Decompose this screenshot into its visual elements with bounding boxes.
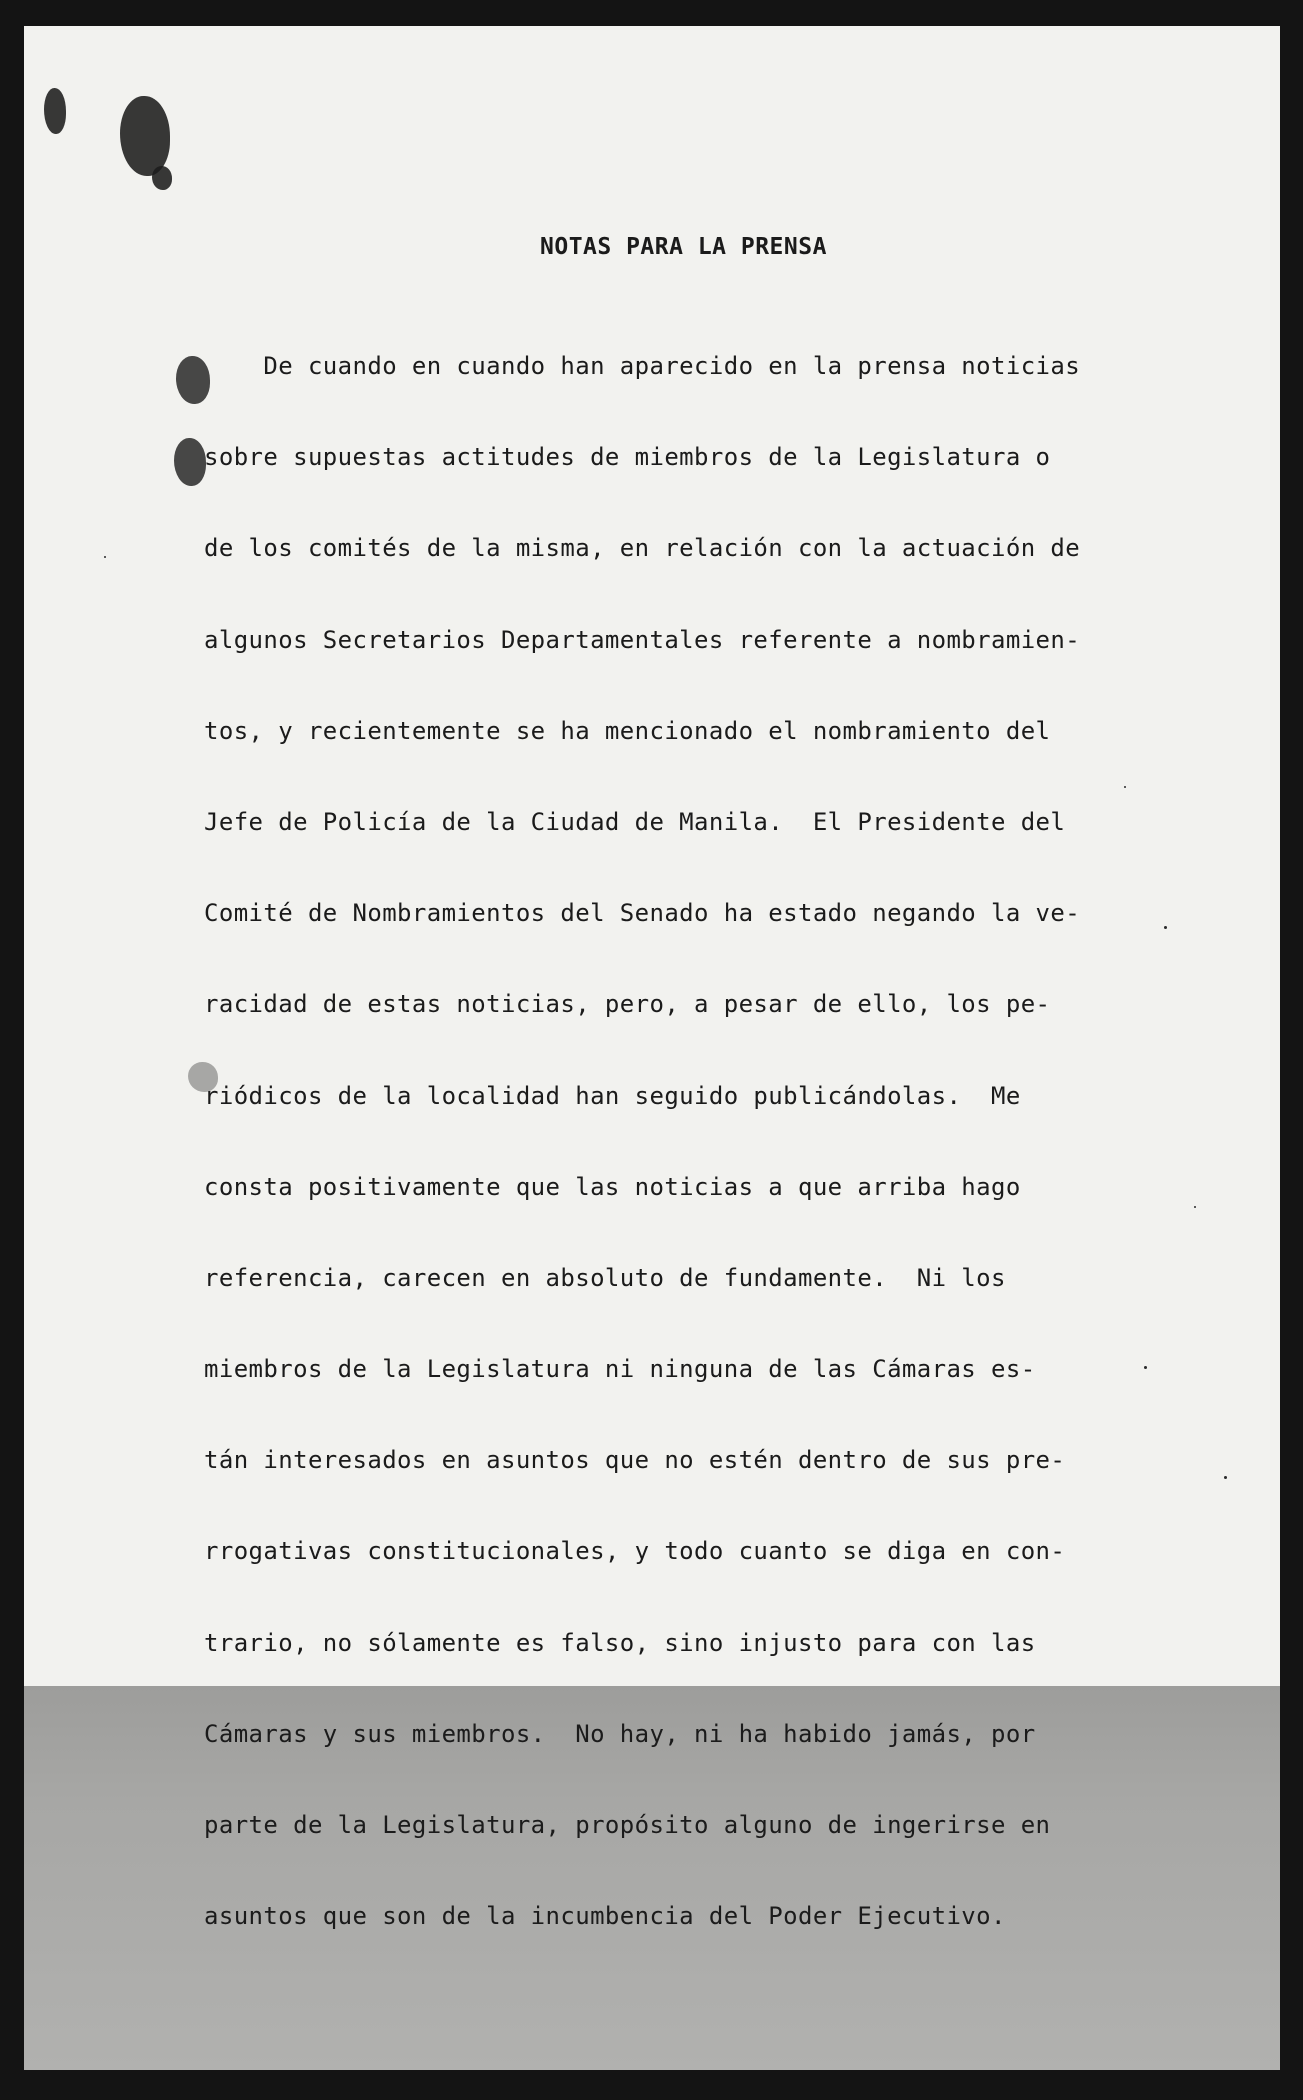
text-line: de los comités de la misma, en relación con la actuación de — [204, 534, 1081, 563]
ink-stain-small — [44, 88, 66, 134]
text-line: parte de la Legislatura, propósito alguno de ingerirse en — [204, 1811, 1051, 1839]
text-line: trario, no sólamente es falso, sino injusto para con las — [204, 1628, 1036, 1657]
ink-stain-drip — [152, 166, 172, 190]
document-body — [204, 302, 1080, 1981]
dust-speck — [1124, 786, 1126, 788]
text-line: asuntos que son de la incumbencia del Poder Ejecutivo. — [204, 1902, 1006, 1931]
dust-speck — [1164, 926, 1167, 929]
text-line: Cámaras y sus miembros. No hay, ni ha habido jamás, por — [204, 1719, 1036, 1748]
dust-speck — [1144, 1366, 1147, 1369]
text-line: consta positivamente que las noticias a que arriba hago — [204, 1172, 1021, 1201]
text-line: sobre supuestas actitudes de miembros de la Legislatura o — [204, 443, 1051, 472]
ink-stain-corner — [120, 96, 170, 176]
text-line: miembros de la Legislatura ni ninguna de las Cámaras es- — [204, 1355, 1036, 1384]
ink-spot-margin-2 — [174, 438, 206, 486]
text-line: rrogativas constitucionales, y todo cuanto se diga en con- — [204, 1537, 1066, 1566]
dust-speck — [104, 556, 106, 558]
dust-speck — [1194, 1206, 1196, 1208]
text-line: tos, y recientemente se ha mencionado el nombramiento del — [204, 716, 1051, 745]
dust-speck — [1224, 1476, 1227, 1479]
text-line: Comité de Nombramientos del Senado ha estado negando la ve- — [204, 899, 1081, 928]
typewritten-page — [24, 26, 1280, 2070]
text-line: Jefe de Policía de la Ciudad de Manila. El Presidente del — [204, 807, 1066, 836]
text-line: tán interesados en asuntos que no estén dentro de sus pre- — [204, 1446, 1066, 1475]
text-line: algunos Secretarios Departamentales referente a nombramien- — [204, 625, 1081, 654]
text-line: referencia, carecen en absoluto de fundamente. Ni los — [204, 1263, 1006, 1292]
text-line: racidad de estas noticias, pero, a pesar de ello, los pe- — [204, 990, 1051, 1019]
text-line: De cuando en cuando han aparecido en la prensa noticias — [204, 352, 1081, 380]
document-title: NOTAS PARA LA PRENSA — [540, 234, 827, 260]
text-line: riódicos de la localidad han seguido publicándolas. Me — [204, 1081, 1021, 1110]
